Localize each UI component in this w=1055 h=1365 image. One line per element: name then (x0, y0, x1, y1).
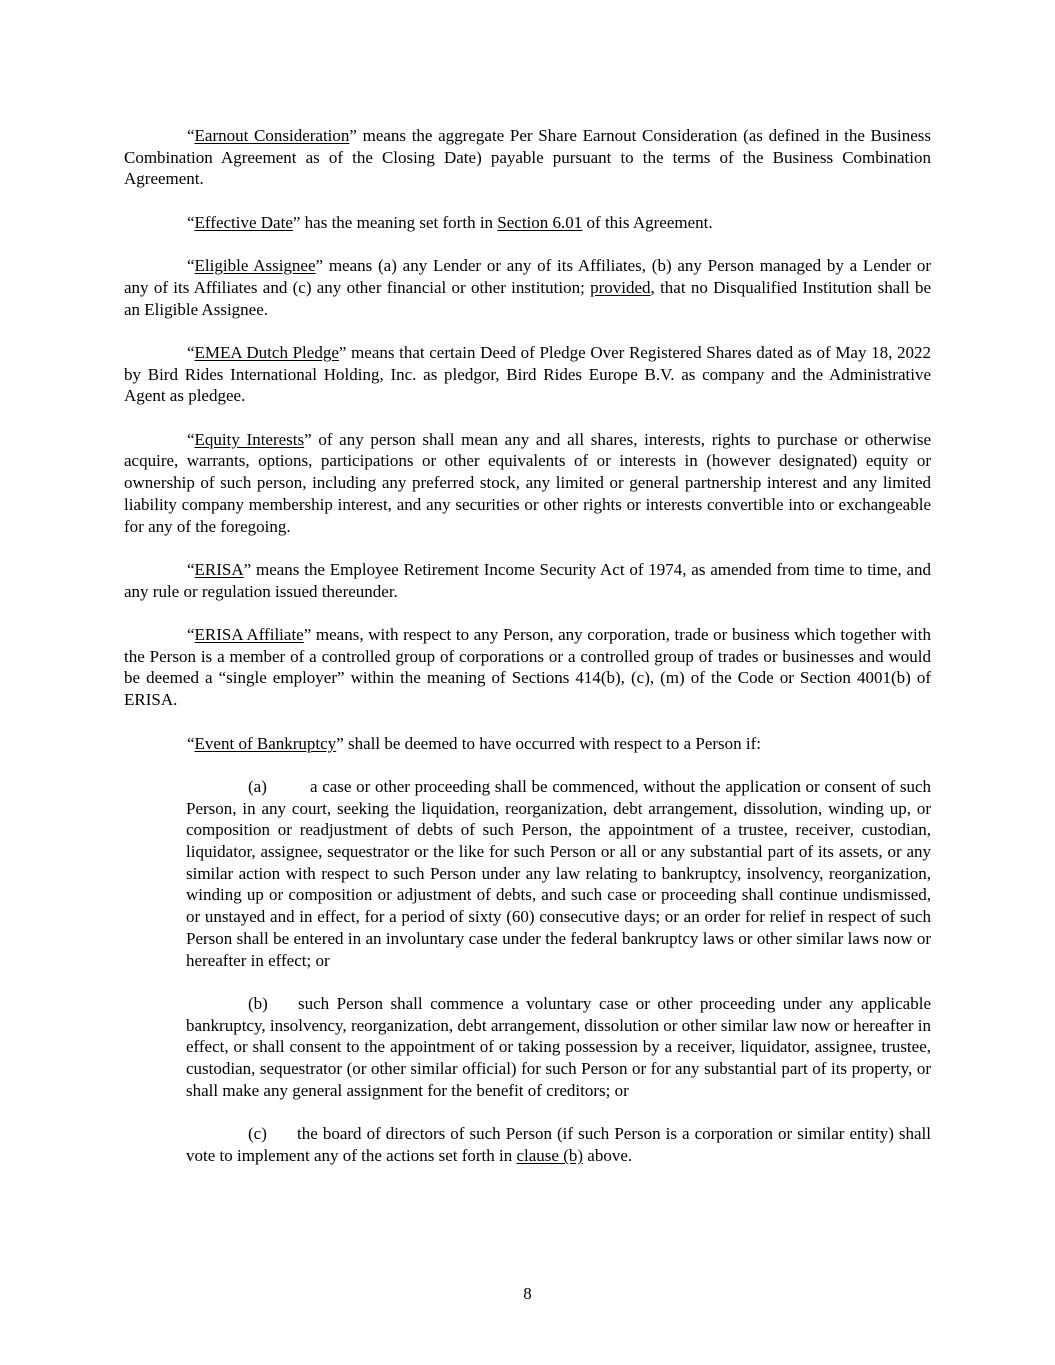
open-quote: “ (187, 126, 195, 145)
open-quote: “ (187, 733, 195, 753)
defined-term: ERISA (194, 559, 244, 579)
clause-label: (c) (248, 1124, 267, 1144)
open-quote: “ (187, 429, 195, 449)
definition-emea-dutch-pledge (124, 342, 931, 407)
definition-text: ” means (a) any Lender or any of its Affiliates, (b) any Person managed by a Lender or any of its Affiliates and (c) any other financial or other institution; (124, 256, 931, 297)
page-number: 8 (523, 1284, 532, 1303)
definition-text: , that no Disqualified Institution shall be an Eligible Assignee. (124, 277, 931, 319)
clause-text: such Person shall commence a voluntary case or other proceeding under any applicable bankruptcy, insolvency, reorganization, debt arrangement, dissolution or other similar law now or hereafter in effect, or shall consent to the appointment of or taking possession by a receiver, liquidator, assignee, trustee, custodian, sequestrator (or other similar official) for such Person or for any substantial part of its property, or shall make any general assignment for the benefit of creditors; or (186, 993, 931, 1100)
defined-term: Earnout Consideration (194, 126, 350, 145)
definition-effective-date (124, 212, 931, 234)
definition-text: ” has the meaning set forth in (292, 212, 498, 232)
defined-term: Equity Interests (194, 429, 305, 449)
clause-text: above. (583, 1145, 633, 1165)
clause-b (186, 993, 931, 1102)
definition-text: ” shall be deemed to have occurred with respect to a Person if: (336, 733, 762, 753)
open-quote: “ (187, 212, 195, 232)
definition-text: ” means the Employee Retirement Income Security Act of 1974, as amended from time to time, and any rule or regulation issued thereunder. (124, 559, 931, 601)
defined-term: Effective Date (194, 212, 293, 232)
defined-term: ERISA Affiliate (194, 625, 304, 645)
defined-term: Eligible Assignee (194, 256, 316, 276)
open-quote: “ (187, 559, 195, 579)
definition-erisa-affiliate (124, 624, 931, 711)
definition-equity-interests (124, 429, 931, 538)
defined-term: Event of Bankruptcy (194, 733, 337, 753)
clause-label: (b) (248, 993, 268, 1013)
definition-eligible-assignee (124, 255, 931, 320)
document-body (124, 125, 931, 1188)
defined-term: EMEA Dutch Pledge (194, 342, 339, 362)
definition-text: ” means that certain Deed of Pledge Over Registered Shares dated as of May 18, 2022 by Bird Rides International Holding, Inc. as pledgor, Bird Rides Europe B.V. as company and the Administrative Agent as pledgee. (124, 342, 932, 406)
section-reference: Section 6.01 (497, 212, 583, 232)
definition-text: ” means, with respect to any Person, any corporation, trade or business which together with the Person is a member of a controlled group of corporations or a controlled group of trades or businesses and would be deemed a “single employer” within the meaning of Sections 414(b), (c), (m) of the Code or Section 4001(b) of ERISA. (124, 625, 931, 710)
clause-reference: clause (b) (516, 1145, 584, 1165)
definition-event-of-bankruptcy (124, 733, 931, 755)
definition-text: ” means the aggregate Per Share Earnout Consideration (as defined in the Business Combination Agreement as of the Closing Date) payable pursuant to the terms of the Business Combination Agreement. (124, 126, 931, 189)
definition-text: ” of any person shall mean any and all shares, interests, rights to purchase or otherwise acquire, warrants, options, participations or other equivalents of or interests in (however designated) equity or ownership of such person, including any preferred stock, any limited or general partnership interest and any limited liability company membership interest, and any securities or other rights or interests convertible into or exchangeable for any of the foregoing. (124, 429, 932, 536)
definition-earnout-consideration (124, 125, 931, 190)
open-quote: “ (187, 342, 195, 362)
clause-a (186, 776, 931, 971)
open-quote: “ (187, 625, 195, 645)
clause-text: the board of directors of such Person (if such Person is a corporation or similar entity) shall vote to implement any of the actions set forth in (186, 1124, 931, 1165)
open-quote: “ (187, 256, 195, 276)
definition-erisa (124, 559, 931, 602)
proviso-term: provided (590, 277, 651, 297)
clause-c (186, 1123, 931, 1166)
definition-text: of this Agreement. (582, 212, 713, 232)
clause-text: a case or other proceeding shall be commenced, without the application or consent of such Person, in any court, seeking the liquidation, reorganization, debt arrangement, dissolution, winding up, or composition or readjustment of debts of such Person, the appointment of a trustee, receiver, custodian, liquidator, assignee, sequestrator or the like for such Person or all or any substantial part of its assets, or any similar action with respect to such Person under any law relating to bankruptcy, insolvency, reorganization, winding up or composition or adjustment of debts, and such case or proceeding shall continue undismissed, or unstayed and in effect, for a period of sixty (60) consecutive days; or an order for relief in respect of such Person shall be entered in an involuntary case under the federal bankruptcy laws or other similar laws now or hereafter in effect; or (186, 776, 931, 970)
clause-label: (a) (248, 776, 267, 796)
